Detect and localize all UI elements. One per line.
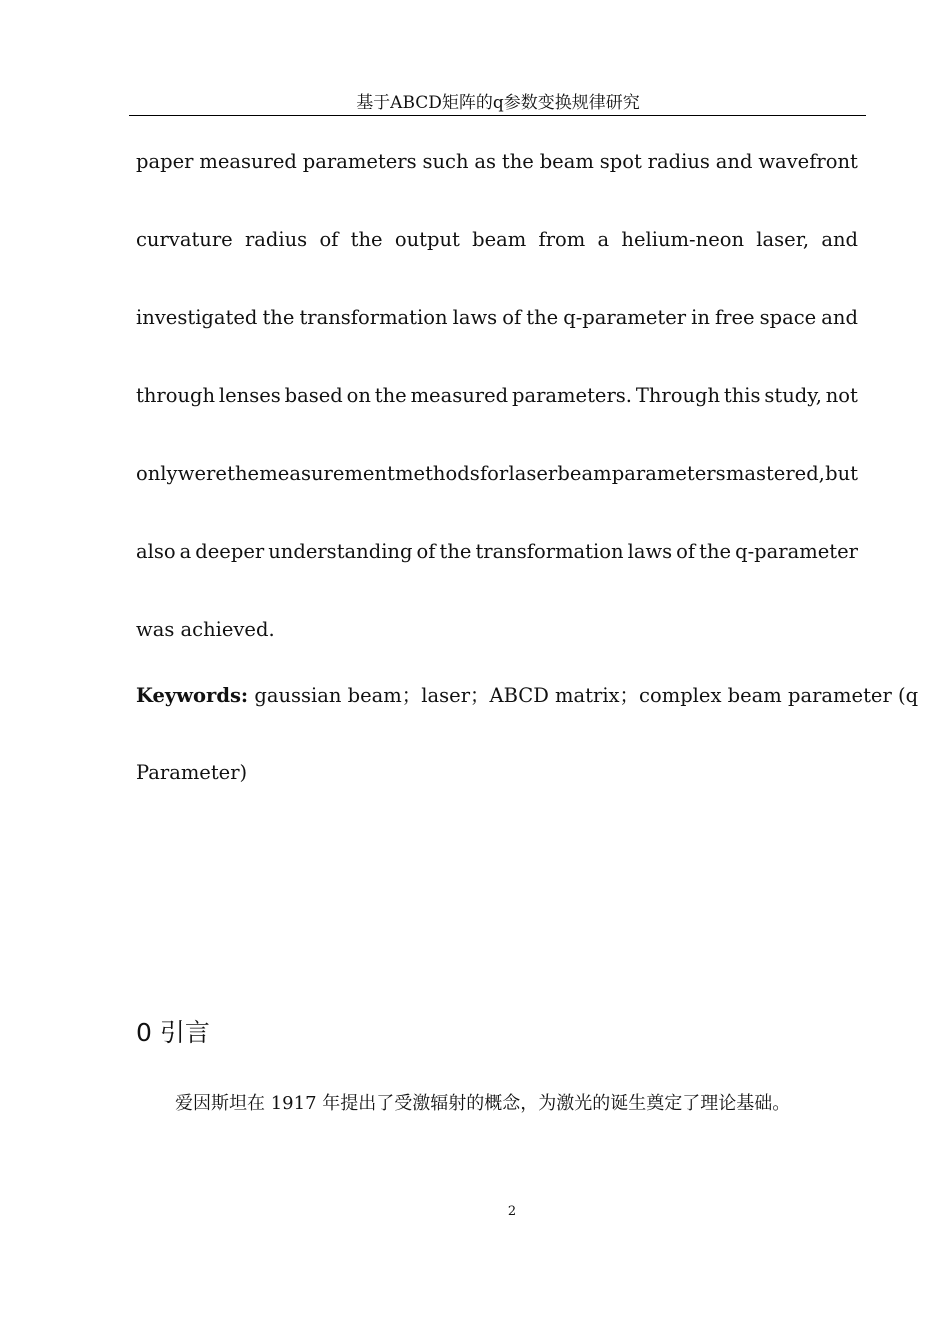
abstract-word: the: [262, 306, 295, 329]
abstract-word: the: [350, 228, 383, 251]
abstract-word: measured: [199, 150, 297, 173]
abstract-word: study,: [764, 384, 822, 407]
keywords-line: [136, 683, 919, 709]
abstract-word: were: [177, 462, 227, 485]
abstract-word: such: [422, 150, 469, 173]
abstract-word: parameters.: [511, 384, 632, 407]
abstract-word: transformation: [475, 540, 624, 563]
abstract-word: a: [179, 540, 192, 563]
abstract-word: investigated: [136, 306, 258, 329]
abstract-word: laws: [452, 306, 498, 329]
intro-paragraph: 爱因斯坦在 1917 年提出了受激辐射的概念，为激光的诞生奠定了理论基础。: [175, 1093, 791, 1114]
abstract-word: radius: [244, 228, 308, 251]
abstract-word: the: [501, 150, 534, 173]
abstract-word: not: [825, 384, 858, 407]
abstract-word: and: [715, 150, 753, 173]
abstract-word: q-parameter: [563, 306, 687, 329]
running-header: 基于ABCD矩阵的q参数变换规律研究: [356, 93, 640, 113]
abstract-word: this: [723, 384, 761, 407]
abstract-word: output: [394, 228, 460, 251]
abstract-word: the: [227, 462, 260, 485]
abstract-word: beam: [557, 462, 612, 485]
abstract-line-7: was achieved.: [136, 618, 275, 641]
abstract-word: curvature: [136, 228, 233, 251]
abstract-word: free: [714, 306, 755, 329]
abstract-word: space: [759, 306, 817, 329]
abstract-word: of: [416, 540, 436, 563]
abstract-word: understanding: [268, 540, 413, 563]
abstract-word: of: [319, 228, 339, 251]
abstract-word: spot: [599, 150, 642, 173]
abstract-line-6: [136, 539, 858, 565]
keywords-label: Keywords:: [136, 684, 249, 707]
abstract-word: only: [136, 462, 178, 485]
abstract-line-4: [136, 383, 858, 409]
abstract-word: of: [502, 306, 522, 329]
abstract-word: paper: [136, 150, 194, 173]
abstract-word: the: [526, 306, 559, 329]
abstract-word: methods: [395, 462, 480, 485]
abstract-word: helium-neon: [621, 228, 745, 251]
abstract-word: measurement: [259, 462, 395, 485]
abstract-word: laser,: [756, 228, 810, 251]
keywords-text: gaussian beam；laser；ABCD matrix；complex beam parameter (q: [254, 684, 919, 707]
abstract-word: on: [346, 384, 371, 407]
abstract-word: and: [821, 306, 858, 329]
abstract-word: beam: [539, 150, 594, 173]
abstract-word: mastered,: [725, 462, 825, 485]
keywords-continuation: Parameter): [136, 761, 248, 784]
abstract-word: of: [676, 540, 696, 563]
abstract-word: parameters: [302, 150, 417, 173]
abstract-word: parameters: [611, 462, 726, 485]
abstract-word: measured: [410, 384, 509, 407]
abstract-word: q-parameter: [735, 540, 858, 563]
abstract-word: from: [538, 228, 586, 251]
abstract-word: laws: [627, 540, 673, 563]
abstract-line-2: [136, 227, 858, 253]
header-rule: [129, 115, 866, 116]
abstract-word: and: [821, 228, 858, 251]
abstract-word: deeper: [195, 540, 265, 563]
abstract-word: Through: [635, 384, 721, 407]
abstract-word: but: [825, 462, 858, 485]
abstract-line-1: [136, 149, 858, 175]
abstract-word: the: [699, 540, 732, 563]
abstract-line-3: [136, 305, 858, 331]
abstract-word: in: [691, 306, 710, 329]
abstract-word: the: [374, 384, 407, 407]
abstract-word: based: [284, 384, 343, 407]
abstract-word: lenses: [218, 384, 281, 407]
abstract-word: wavefront: [758, 150, 858, 173]
page-number: 2: [507, 1204, 517, 1219]
abstract-word: the: [439, 540, 472, 563]
abstract-line-5: [136, 461, 858, 487]
abstract-word: radius: [647, 150, 710, 173]
abstract-word: laser: [508, 462, 558, 485]
abstract-word: a: [597, 228, 610, 251]
abstract-word: also: [136, 540, 176, 563]
abstract-word: through: [136, 384, 216, 407]
abstract-word: beam: [472, 228, 527, 251]
abstract-word: for: [479, 462, 509, 485]
section-heading: 0 引言: [136, 1018, 210, 1047]
abstract-word: as: [474, 150, 497, 173]
abstract-word: transformation: [299, 306, 448, 329]
